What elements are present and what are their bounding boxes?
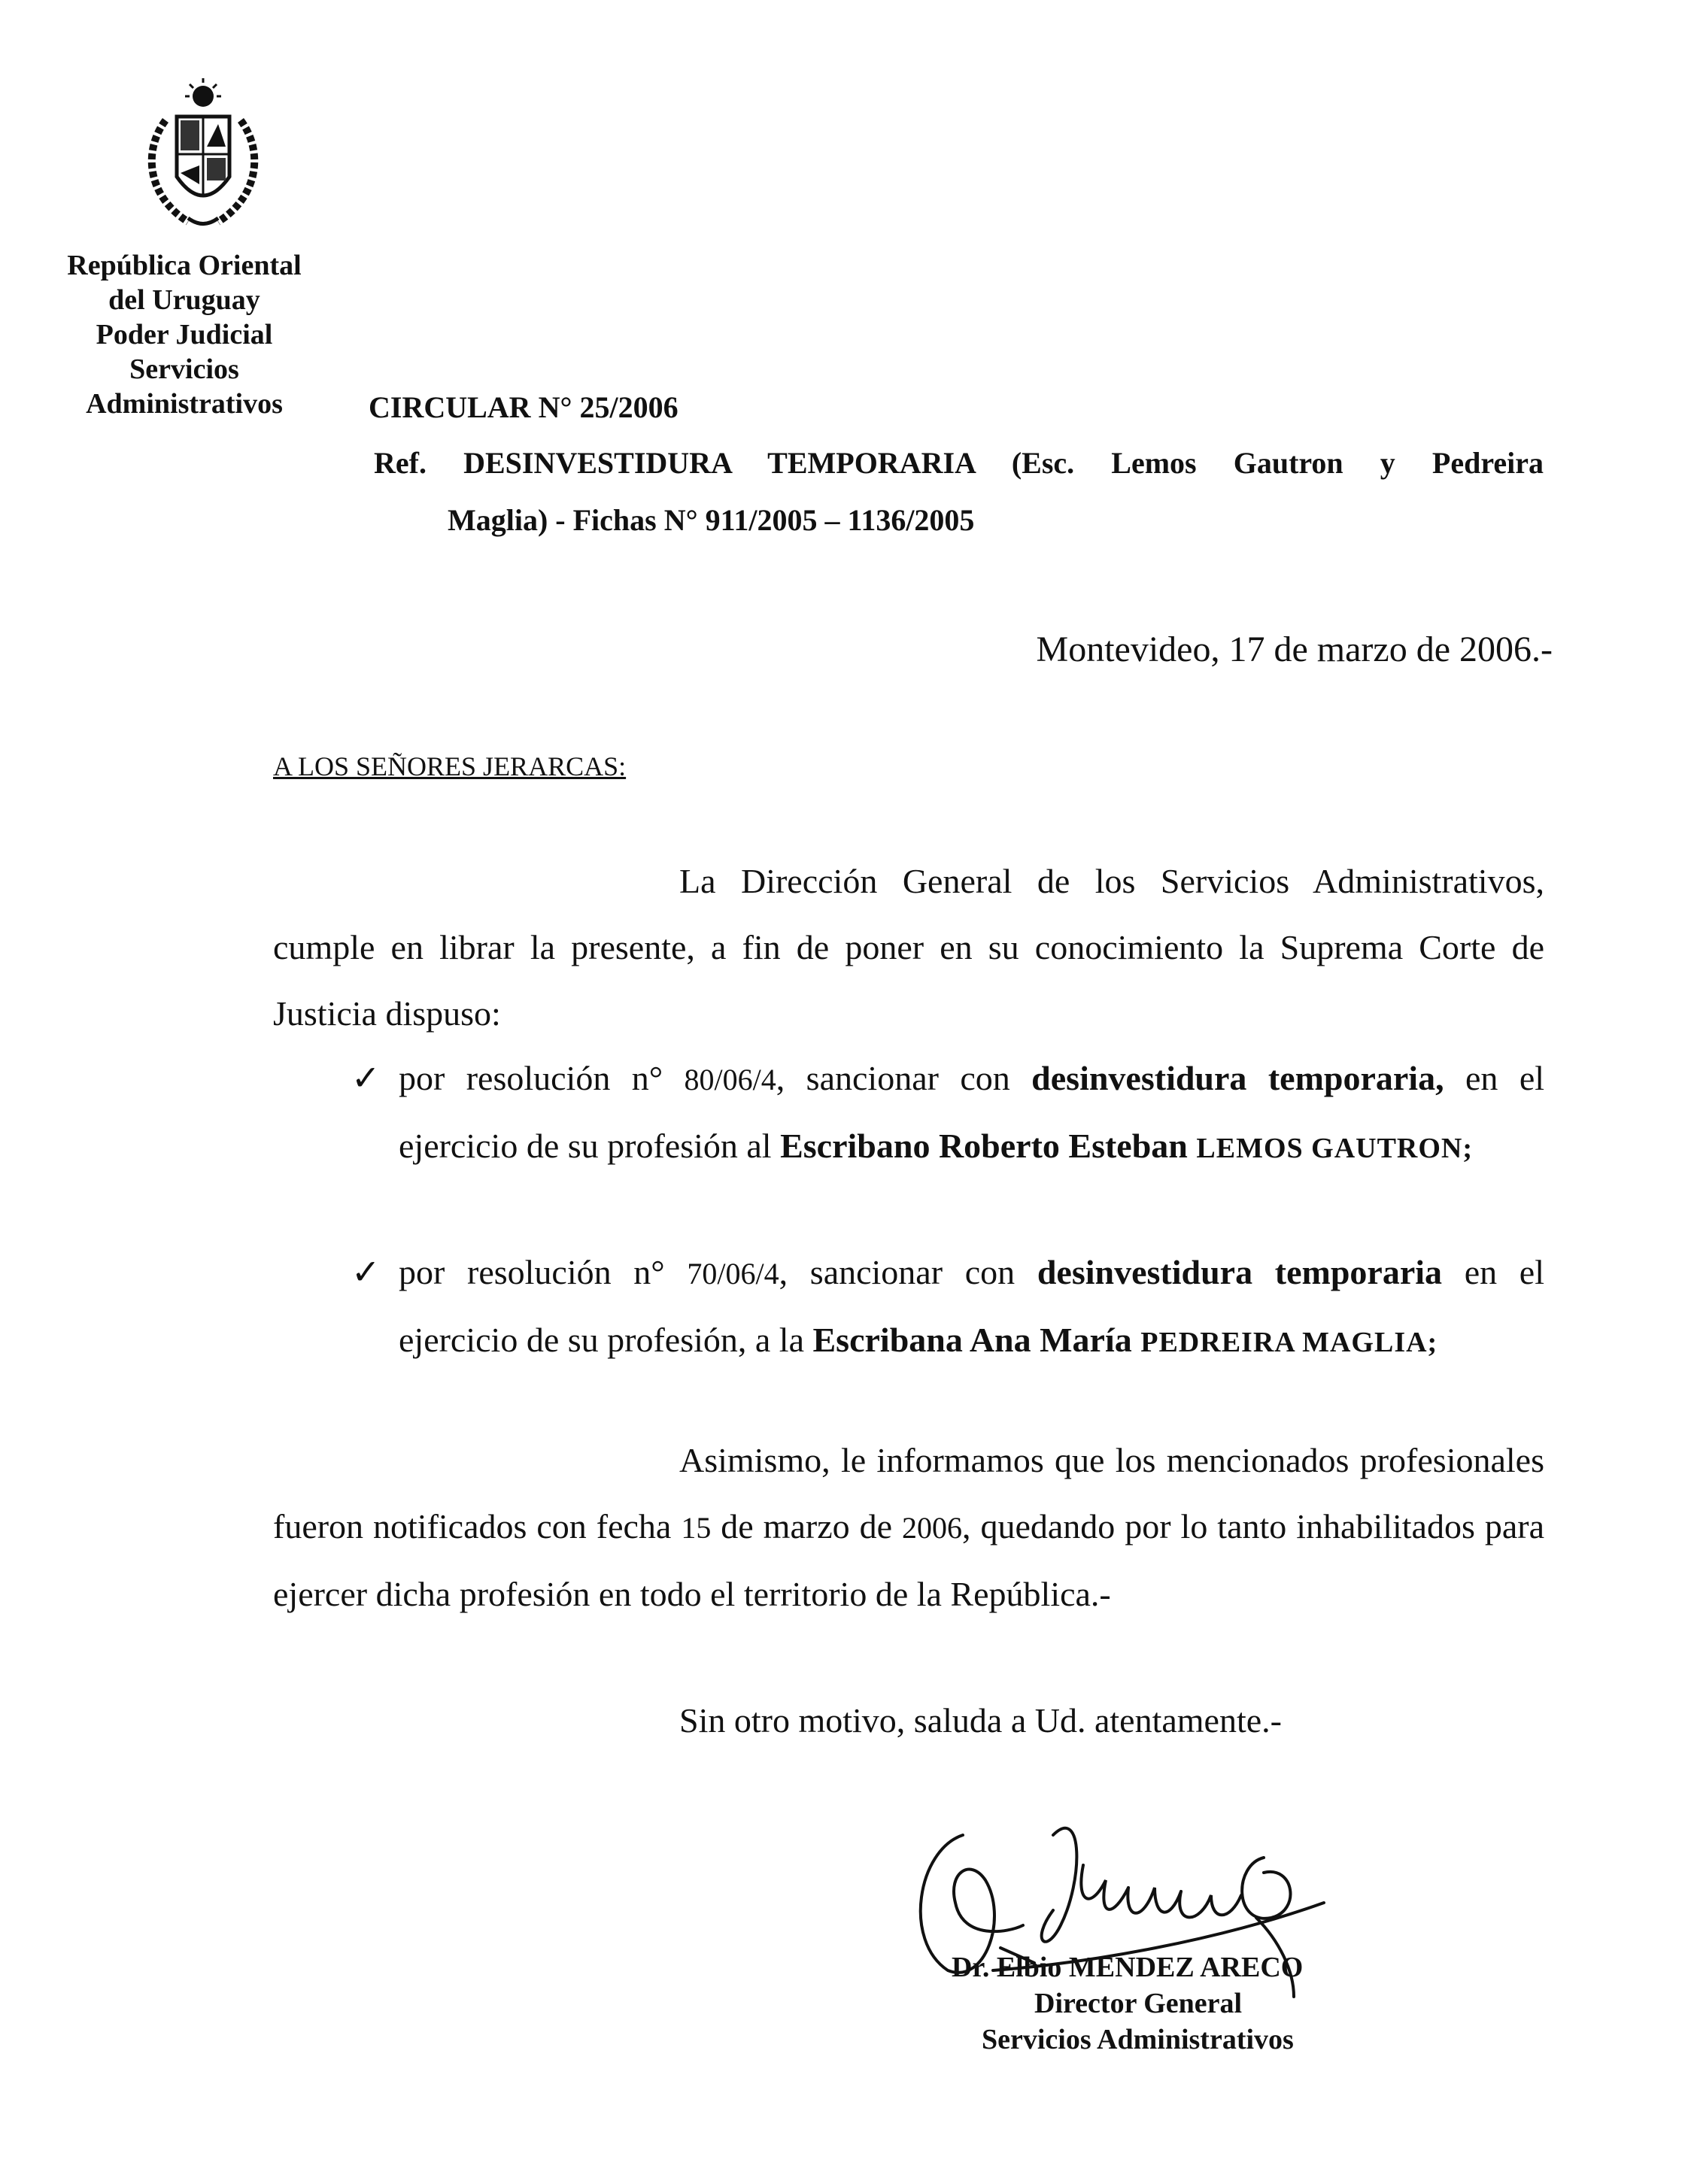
reference-line1: Ref. DESINVESTIDURA TEMPORARIA (Esc. Lemos Gautron y Pedreira [374, 446, 1544, 480]
bullet-surname: PEDREIRA MAGLIA; [1140, 1327, 1438, 1358]
letterhead-line1: República Oriental [67, 250, 302, 281]
intro-rest: cumple en librar la presente, a fin de poner en su conocimiento la Suprema Corte de Justicia dispuso: [273, 928, 1544, 1033]
resolution-number: 70/06/4 [687, 1257, 779, 1291]
signatory-title: Director General [1034, 1988, 1243, 2019]
signatory-department: Servicios Administrativos [982, 2024, 1294, 2055]
letterhead-line4: Servicios [129, 353, 239, 385]
bullet-text: en el ejercicio de su profesión al [399, 1059, 1545, 1165]
salutation: A LOS SEÑORES JERARCAS: [273, 751, 627, 781]
closing-line: Sin otro motivo, saluda a Ud. atentamente.- [679, 1701, 1282, 1740]
bullet-bold-name: Escribano Roberto Esteban [780, 1127, 1188, 1165]
bullet-surname: LEMOS GAUTRON; [1196, 1133, 1474, 1164]
bullet-text: por resolución n° [399, 1059, 685, 1097]
letterhead-line2: del Uruguay [108, 284, 260, 316]
letterhead-line5: Administrativos [86, 388, 283, 420]
circular-number: CIRCULAR N° 25/2006 [369, 390, 679, 424]
bullet-bold: desinvestidura temporaria [1037, 1253, 1443, 1291]
signature-block [952, 1949, 1373, 2058]
bullet-item [399, 1239, 1544, 1376]
paragraph-notification [273, 1427, 1544, 1627]
checkmark-icon: ✓ [351, 1059, 381, 1097]
intro-first-line: La Dirección General de los Servicios Administrativos, [679, 862, 1544, 900]
resolution-number: 80/06/4 [684, 1063, 776, 1097]
notification-text: de marzo de [711, 1507, 902, 1545]
bullet-text: , sancionar con [776, 1059, 1032, 1097]
notification-text: , quedando por lo tanto inhabilitados para ejercer dicha profesión en todo el territorio de la República.- [273, 1507, 1545, 1613]
notification-first-line: Asimismo, le informamos que los mencionados [679, 1441, 1349, 1479]
coat-of-arms-icon [135, 75, 271, 233]
letterhead-organization [45, 248, 323, 421]
bullet-item [399, 1045, 1544, 1181]
bullet-bold: desinvestidura temporaria, [1031, 1059, 1444, 1097]
notification-text: profesionales fueron notificados con fecha [273, 1441, 1544, 1545]
notification-year: 2006 [901, 1511, 962, 1545]
notification-day: 15 [681, 1511, 712, 1545]
paragraph-intro [273, 848, 1544, 1047]
letter-date: Montevideo, 17 de marzo de 2006.- [1036, 629, 1553, 669]
signatory-name: Dr. Elbio MENDEZ ARECO [952, 1952, 1304, 1983]
bullet-text: en el ejercicio de su profesión, a la [399, 1253, 1545, 1359]
bullet-text: , sancionar con [779, 1253, 1037, 1291]
reference-line2: Maglia) - Fichas N° 911/2005 – 1136/2005 [448, 503, 975, 537]
checkmark-icon: ✓ [351, 1253, 381, 1291]
bullet-bold-name: Escribana Ana María [812, 1321, 1132, 1359]
bullet-text: por resolución n° [399, 1253, 688, 1291]
letterhead-line3: Poder Judicial [96, 319, 273, 350]
